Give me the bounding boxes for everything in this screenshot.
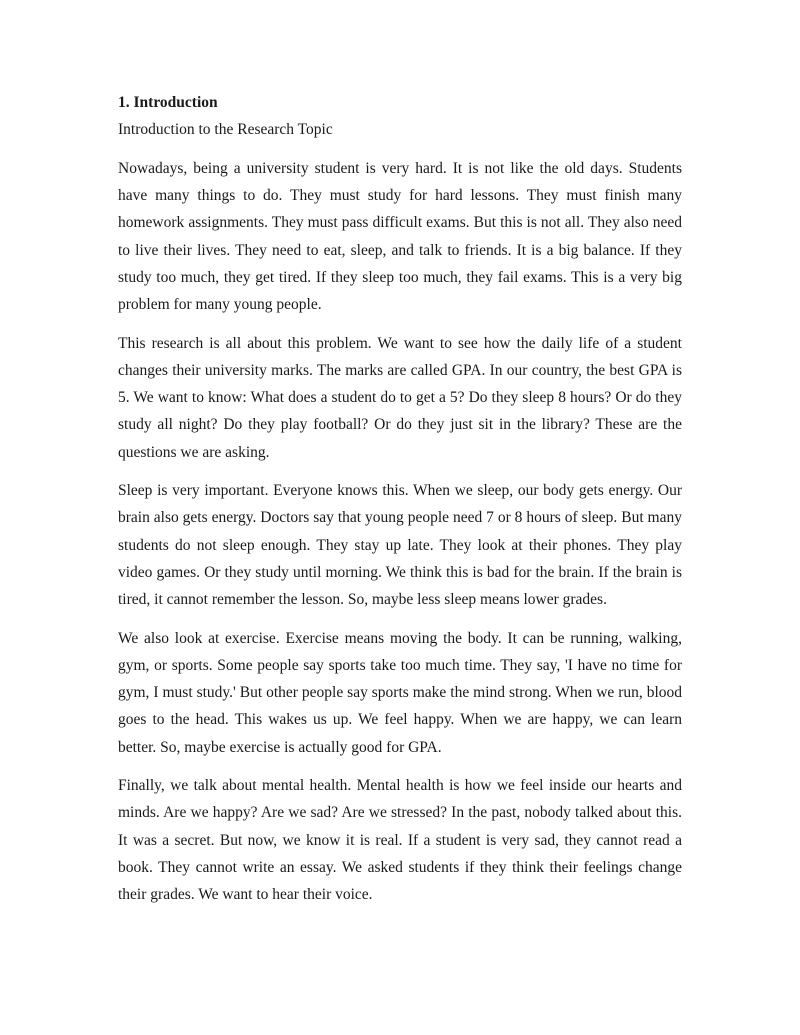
paragraph-2: This research is all about this problem. We want to see how the daily life of a student changes their university marks. The marks are called GPA. In our country, the best GPA is 5. We want to know: What does a student do to get a 5? Do they sleep 8 hours? Or do they study all night? Do they play football? Or do they just sit in the library? These are the questions we are asking.	[118, 334, 682, 461]
document-body	[118, 155, 682, 908]
paragraph-3: Sleep is very important. Everyone knows this. When we sleep, our body gets energy. Our brain also gets energy. Doctors say that young people need 7 or 8 hours of sleep. But many students do not sleep enough. They stay up late. They look at their phones. They play video games. Or they study until morning. We think this is bad for the brain. If the brain is tired, it cannot remember the lesson. So, maybe less sleep means lower grades.	[118, 482, 682, 609]
subheading: Introduction to the Research Topic	[118, 121, 333, 138]
paragraph-5: Finally, we talk about mental health. Mental health is how we feel inside our hearts and minds. Are we happy? Are we sad? Are we stressed? In the past, nobody talked about this. It was a secret. But now, we know it is real. If a student is very sad, they cannot read a book. They cannot write an essay. We asked students if they think their feelings change their grades. We want to hear their voice.	[118, 777, 682, 904]
document-page	[118, 92, 682, 920]
section-heading: 1. Introduction	[118, 94, 218, 111]
paragraph-1: Nowadays, being a university student is very hard. It is not like the old days. Students have many things to do. They must study for hard lessons. They must finish many homework assignments. They must pass difficult exams. But this is not all. They also need to live their lives. They need to eat, sleep, and talk to friends. It is a big balance. If they study too much, they get tired. If they sleep too much, they fail exams. This is a very big problem for many young people.	[118, 160, 682, 314]
paragraph-4: We also look at exercise. Exercise means moving the body. It can be running, walking, gym, or sports. Some people say sports take too much time. They say, 'I have no time for gym, I must study.' But other people say sports make the mind strong. When we run, blood goes to the head. This wakes us up. We feel happy. When we are happy, we can learn better. So, maybe exercise is actually good for GPA.	[118, 629, 682, 756]
